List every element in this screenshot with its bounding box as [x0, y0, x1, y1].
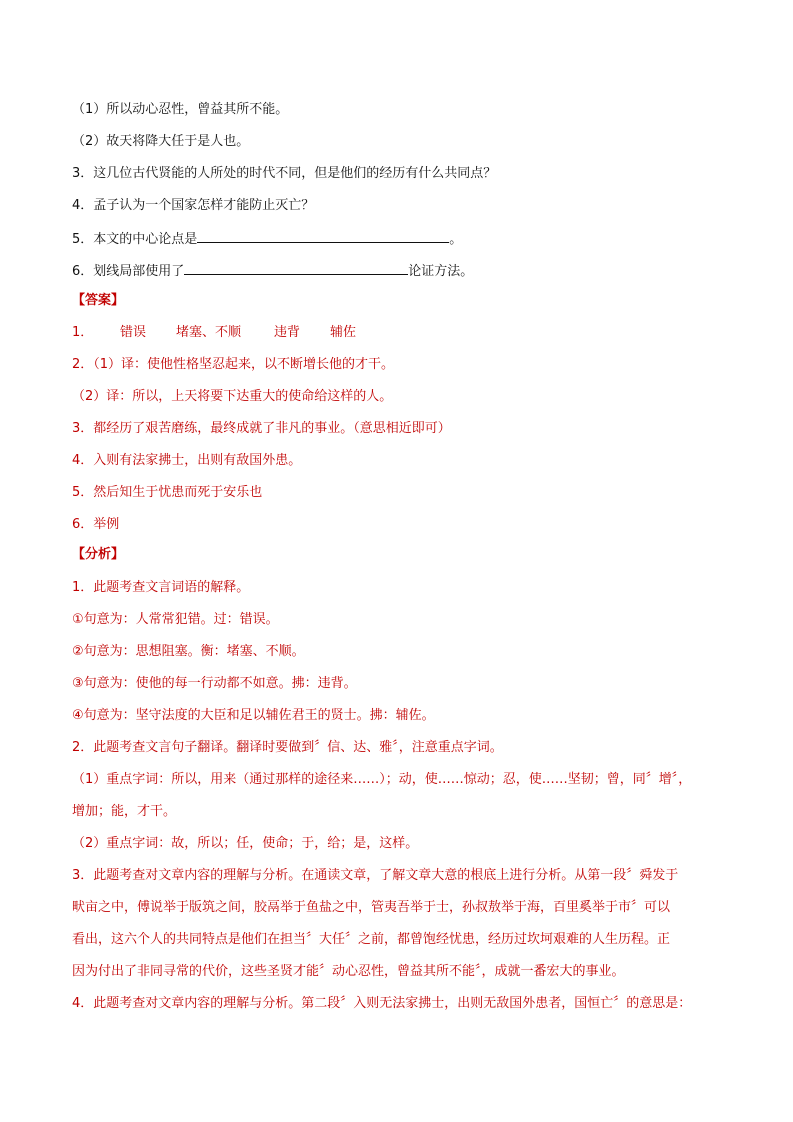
question-4: 4．孟子认为一个国家怎样才能防止灭亡？ — [72, 198, 315, 213]
analysis-line: （1）重点字词：所以，用来（通过那样的途径来……）；动，使……惊动；忍，使……坚韧；曾，同〞增〞， — [72, 772, 692, 787]
answer-5: 5．然后知生于忧患而死于安乐也 — [72, 485, 263, 500]
answer-1-item: 辅佐 — [330, 325, 357, 340]
analysis-line: ①句意为：人常常犯错。过：错误。 — [72, 612, 279, 627]
answer-heading: 【答案】 — [72, 293, 125, 308]
question-6 — [72, 260, 473, 280]
analysis-line: （2）重点字词：故，所以；任，使命；于，给；是，这样。 — [72, 836, 419, 851]
question-3: 3．这几位古代贤能的人所处的时代不同，但是他们的经历有什么共同点？ — [72, 166, 497, 181]
answer-blank-5[interactable] — [197, 228, 449, 243]
analysis-line: 4．此题考查对文章内容的理解与分析。第二段〞入则无法家拂士，出则无敌国外患者，国恒亡〞的意思是： — [72, 996, 692, 1011]
analysis-line: ③句意为：使他的每一行动都不如意。拂：违背。 — [72, 676, 357, 691]
answer-1-item: 错误 — [120, 325, 147, 340]
analysis-line: 增加；能，才干。 — [72, 804, 177, 819]
analysis-heading: 【分析】 — [72, 547, 125, 562]
analysis-line: 3．此题考查对文章内容的理解与分析。在通读文章，了解文章大意的根底上进行分析。从第一段〞舜发于 — [72, 868, 679, 883]
question-5-prefix: 5．本文的中心论点是 — [72, 232, 198, 247]
analysis-line: ④句意为：坚守法度的大臣和足以辅佐君王的贤士。拂：辅佐。 — [72, 708, 435, 723]
question-2-2: （2）故天将降大任于是人也。 — [72, 134, 250, 149]
question-6-suffix: 论证方法。 — [408, 264, 474, 279]
question-6-prefix: 6．划线局部使用了 — [72, 264, 185, 279]
answer-blank-6[interactable] — [184, 260, 408, 275]
answer-3: 3．都经历了艰苦磨练，最终成就了非凡的事业。（意思相近即可） — [72, 421, 451, 436]
question-2-1: （1）所以动心忍性，曾益其所不能。 — [72, 102, 289, 117]
answer-4: 4．入则有法家拂士，出则有敌国外患。 — [72, 453, 302, 468]
analysis-line: ②句意为：思想阻塞。衡：堵塞、不顺。 — [72, 644, 305, 659]
question-5-suffix: 。 — [449, 232, 463, 247]
answer-1 — [72, 323, 356, 343]
answer-2-1: 2．（1）译：使他性格坚忍起来，以不断增长他的才干。 — [72, 357, 395, 372]
analysis-line: 因为付出了非同寻常的代价，这些圣贤才能〞动心忍性，曾益其所不能〞，成就一番宏大的事业。 — [72, 964, 625, 979]
analysis-line: 畎亩之中，傅说举于版筑之间，胶鬲举于鱼盐之中，管夷吾举于士，孙叔敖举于海，百里奚举于市〞可以 — [72, 900, 671, 915]
answer-1-item: 堵塞、不顺 — [176, 325, 242, 340]
answer-1-number: 1． — [72, 325, 94, 340]
analysis-line: 看出，这六个人的共同特点是他们在担当〞大任〞之前，都曾饱经忧患，经历过坎坷艰难的人生历程。正 — [72, 932, 671, 947]
answer-6: 6．举例 — [72, 517, 120, 532]
analysis-line: 2．此题考查文言句子翻译。翻译时要做到〞信、达、雅〞，注意重点字词。 — [72, 740, 503, 755]
question-5 — [72, 228, 462, 248]
analysis-line: 1．此题考查文言词语的解释。 — [72, 580, 250, 595]
answer-2-2: （2）译：所以，上天将要下达重大的使命给这样的人。 — [72, 389, 393, 404]
answer-1-item: 违背 — [274, 325, 301, 340]
